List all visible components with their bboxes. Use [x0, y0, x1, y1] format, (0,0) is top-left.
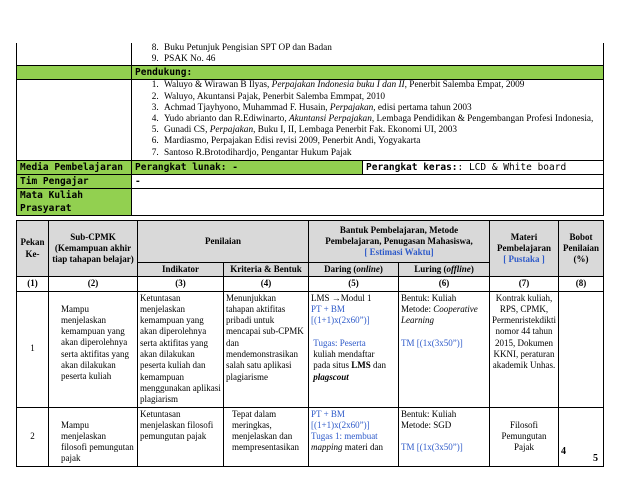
online-header: Daring (online)	[309, 263, 399, 277]
criteria-text: Menunjukkan tahapan aktifitas pribadi untuk mencapai sub-CPMK dan mendemonstrasikan salah satu aplikasi plagiarisme	[224, 291, 309, 407]
indicator-header: Indikator	[138, 263, 224, 277]
subcpmk-header: Sub-CPMK (Kemampuan akhir tiap tahapan belajar)	[49, 221, 138, 277]
week-number: 2	[17, 407, 49, 466]
weight-value: 5	[559, 407, 604, 466]
team-label: Tim Pengajar	[17, 174, 132, 188]
column-number: (3)	[138, 277, 224, 291]
reference-item: 3. Achmad Tjayhyono, Muhammad F. Husain, Perpajakan, edisi pertama tahun 2003	[161, 103, 600, 114]
offline-activity: Bentuk: Kuliah Metode: SGD TM [(1x(3x50”)]	[399, 407, 490, 466]
main-references-row	[17, 43, 604, 66]
criteria-text: Tepat dalam meringkas, menjelaskan dan mempresentasikan	[224, 407, 309, 466]
online-activity: LMS →Modul 1 PT + BM [(1+1)x(2x60”)] Tugas: Peserta kuliah mendaftar pada situs LMS dan plagscout	[309, 291, 399, 407]
column-number: (2)	[49, 277, 138, 291]
column-number: (5)	[309, 277, 399, 291]
reference-item: 1. Waluyo & Wirawan B Ilyas, Perpajakan Indonesia buku I dan II, Penerbit Salemba Empat, 2009	[161, 80, 600, 91]
hardware-label: Perangkat keras:	[366, 161, 458, 173]
table-row	[17, 291, 604, 407]
column-number: (4)	[224, 277, 309, 291]
weekly-plan-table	[16, 220, 604, 467]
material-text: Kontrak kuliah, RPS, CPMK, Permenristekdikti nomor 44 tahun 2015, Dokumen KKNI, peraturan akademik Unhas.	[490, 291, 559, 407]
column-number: (7)	[490, 277, 559, 291]
offline-header: Luring (offline)	[399, 263, 490, 277]
reference-item: 5. Gunadi CS, Perpajakan, Buku I, II, Lembaga Penerbit Fak. Ekonomi UI, 2003	[161, 125, 600, 136]
learning-form-header: Bantuk Pembelajaran, Metode Pembelajaran, Penugasan Mahasiswa, [ Estimasi Waktu]	[309, 221, 490, 263]
software-label: Perangkat lunak: -	[132, 160, 363, 174]
reference-item: 8. Buku Petunjuk Pengisian SPT OP dan Badan	[161, 43, 600, 54]
material-header: Materi Pembelajaran [ Pustaka ]	[490, 221, 559, 277]
main-reference-list	[135, 43, 600, 65]
column-number-row	[17, 277, 604, 291]
prereq-row	[17, 188, 604, 215]
page-number: 4	[561, 446, 566, 457]
team-value: -	[132, 174, 604, 188]
weight-value	[559, 291, 604, 407]
indicator-text: Ketuntasan menjelaskan filosofi pemungutan pajak	[138, 407, 224, 466]
week-header: Pekan Ke-	[17, 221, 49, 277]
assessment-header: Penilaian	[138, 221, 309, 263]
media-label: Media Pembelajaran	[17, 160, 132, 174]
header-row	[17, 221, 604, 263]
offline-activity: Bentuk: Kuliah Metode: Cooperative Learning TM [(1x(3x50”)]	[399, 291, 490, 407]
estimated-time-label: [ Estimasi Waktu]	[364, 247, 434, 258]
reference-item: 2. Waluyo, Akuntansi Pajak, Penerbit Salemba Emmpat, 2010	[161, 92, 600, 103]
hardware-value: : LCD & White board	[457, 161, 567, 173]
team-row	[17, 174, 604, 188]
material-ref-label: [ Pustaka ]	[503, 254, 545, 265]
reference-item: 4. Yudo abrianto dan R.Ediwinarto, Akuntansi Perpajakan, Lembaga Pendidikan & Pengembangan Profesi Indonesia,	[161, 114, 600, 125]
table-row	[17, 407, 604, 466]
subcpmk-text: Mampu menjelaskan filosofi pemungutan pajak	[49, 407, 138, 466]
reference-item: 6. Mardiasmo, Perpajakan Edisi revisi 2009, Penerbit Andi, Yogyakarta	[161, 136, 600, 147]
criteria-header: Kriteria & Bentuk	[224, 263, 309, 277]
hardware-cell	[363, 160, 604, 174]
prereq-label: Mata Kuliah Prasyarat	[17, 188, 132, 215]
subcpmk-text: Mampu menjelaskan kemampuan yang akan diperolehnya serta aktifitas yang akan dilakukan peserta kuliah	[49, 291, 138, 407]
support-references-row	[17, 80, 604, 160]
column-number: (6)	[399, 277, 490, 291]
reference-item: 9. PSAK No. 46	[161, 54, 600, 65]
column-number: (1)	[17, 277, 49, 291]
indicator-text: Ketuntasan menjelaskan kemampuan yang akan diperolehnya serta aktifitas yang akan dilakukan peserta kuliah dan kemampuan menggunakan aplikasi plagiarism	[138, 291, 224, 407]
material-text: Filosofi Pemungutan Pajak	[490, 407, 559, 466]
reference-item: 7. Santoso R.Brotodihardjo, Pengantar Hukum Pajak	[161, 148, 600, 159]
support-references-label: Pendukung:	[132, 66, 604, 80]
column-number: (8)	[559, 277, 604, 291]
support-label-row	[17, 66, 604, 80]
support-reference-list	[135, 80, 600, 158]
weight-header: Bobot Penilaian (%)	[559, 221, 604, 277]
media-row	[17, 160, 604, 174]
reference-media-table	[16, 43, 604, 216]
week-number: 1	[17, 291, 49, 407]
online-activity: PT + BM [(1+1)x(2x60”)] Tugas 1: membuat mapping materi dan	[309, 407, 399, 466]
